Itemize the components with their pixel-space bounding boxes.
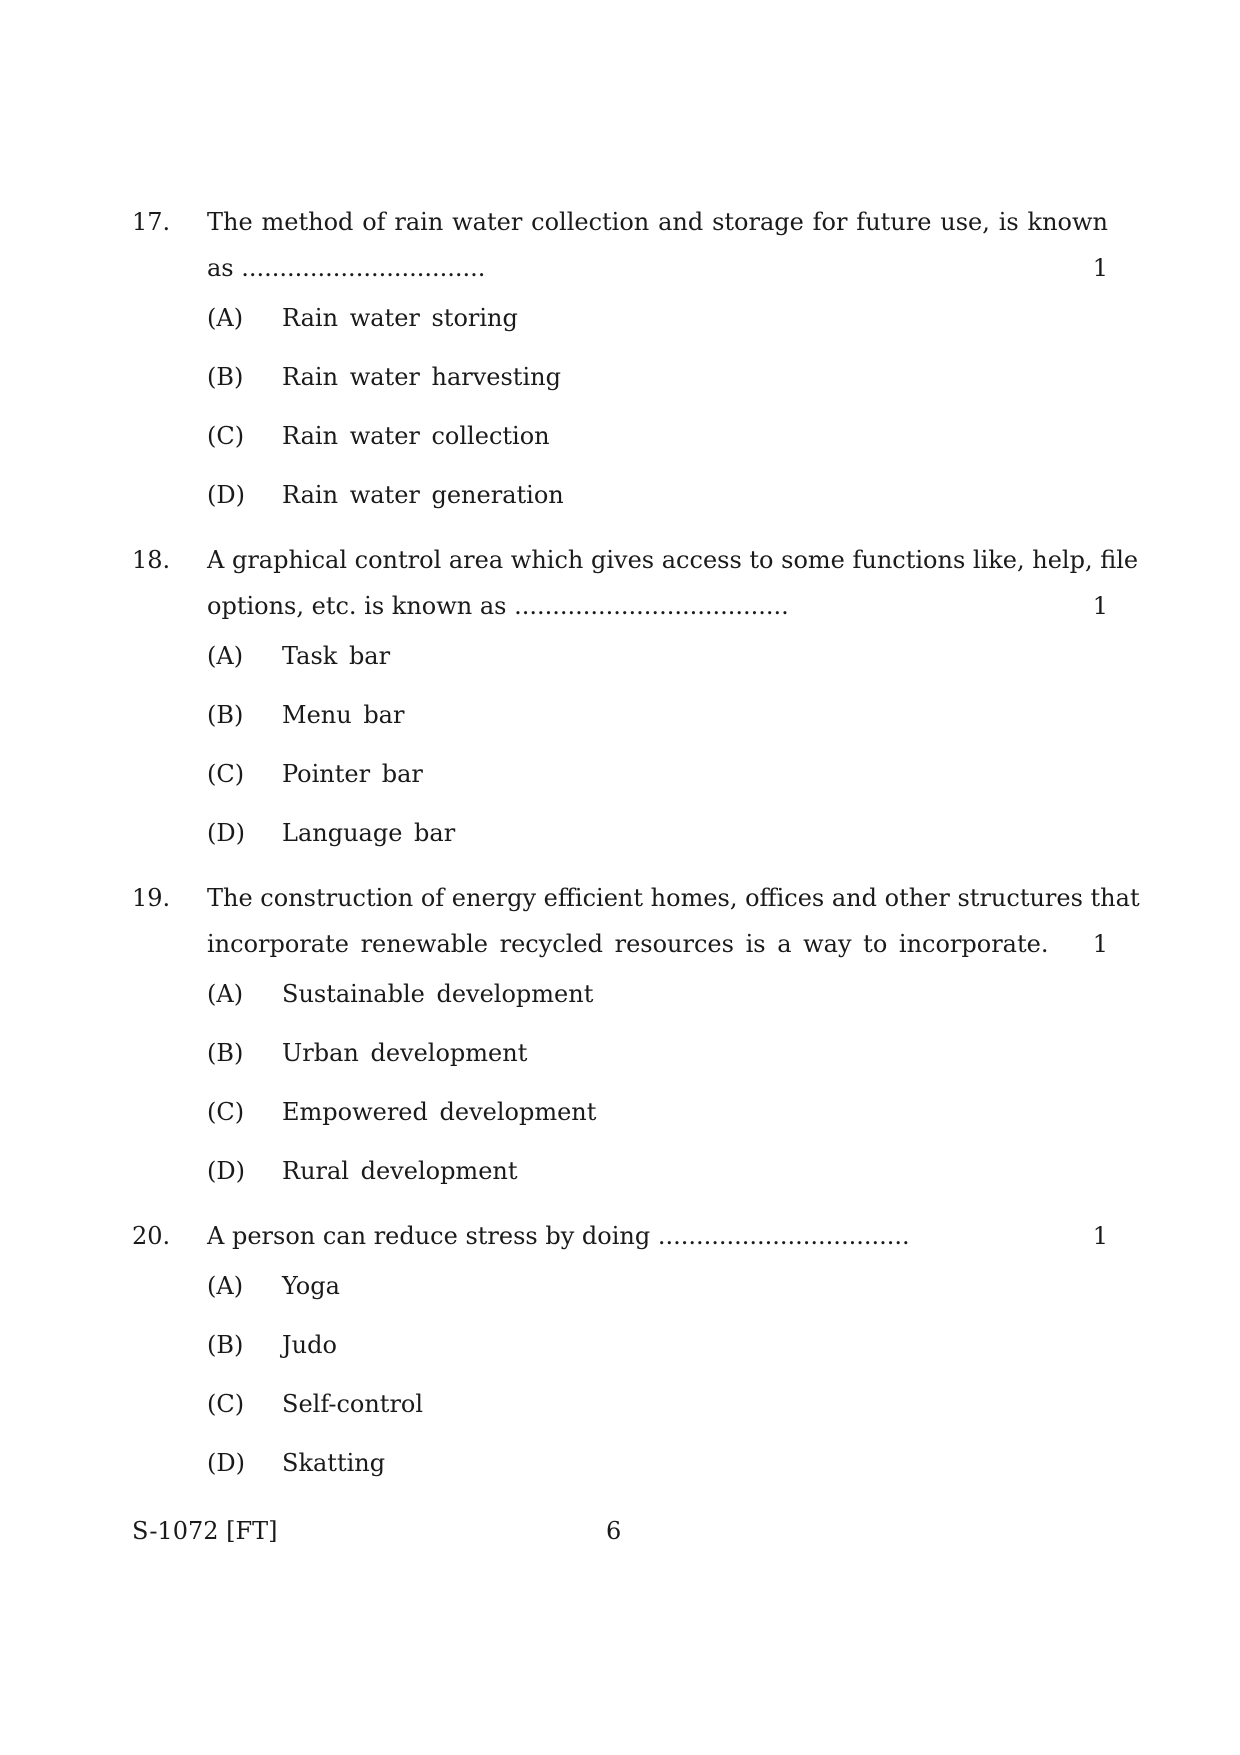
option-text: Language bar	[282, 819, 456, 847]
option-text: Sustainable development	[282, 980, 594, 1008]
option-text: Judo	[282, 1331, 337, 1359]
option-item	[132, 361, 1108, 420]
option-letter: (C)	[207, 1098, 245, 1126]
question-text: A person can reduce stress by doing .................................	[207, 1222, 910, 1250]
option-item	[132, 1329, 1108, 1388]
option-item	[132, 817, 1108, 876]
question-line	[132, 537, 1139, 583]
option-item	[132, 699, 1108, 758]
question-text: The construction of energy efficient homes, offices and other structures that	[207, 884, 1140, 912]
option-letter: (C)	[207, 760, 245, 788]
option-letter: (A)	[207, 980, 244, 1008]
option-text: Pointer bar	[282, 760, 423, 788]
option-list	[132, 978, 1108, 1214]
question-20	[132, 1213, 1108, 1506]
question-text: The method of rain water collection and storage for future use, is known	[207, 208, 1108, 236]
option-letter: (C)	[207, 1390, 245, 1418]
question-line	[132, 921, 1108, 967]
option-item	[132, 420, 1108, 479]
option-text: Rain water harvesting	[282, 363, 561, 391]
option-text: Rain water generation	[282, 481, 564, 509]
question-line	[132, 1213, 1108, 1259]
option-letter: (A)	[207, 642, 244, 670]
option-letter: (D)	[207, 1449, 245, 1477]
question-line	[132, 875, 1140, 921]
option-letter: (B)	[207, 363, 244, 391]
option-letter: (D)	[207, 481, 245, 509]
option-text: Yoga	[282, 1272, 340, 1300]
question-19	[132, 875, 1140, 1214]
option-list	[132, 640, 1108, 876]
question-marks: 1	[1092, 1222, 1108, 1250]
option-item	[132, 1096, 1108, 1155]
question-number: 18.	[132, 546, 171, 574]
paper-code: S-1072 [FT]	[132, 1517, 278, 1545]
option-text: Skatting	[282, 1449, 386, 1477]
option-item	[132, 302, 1108, 361]
option-item	[132, 1155, 1108, 1214]
option-letter: (D)	[207, 819, 245, 847]
option-text: Empowered development	[282, 1098, 597, 1126]
question-text: options, etc. is known as ....................................	[207, 592, 789, 620]
page-number: 6	[606, 1517, 622, 1545]
option-item	[132, 1270, 1108, 1329]
question-line	[132, 583, 1108, 629]
question-marks: 1	[1092, 592, 1108, 620]
question-text: as ................................	[207, 254, 486, 282]
question-number: 19.	[132, 884, 171, 912]
option-list	[132, 1270, 1108, 1506]
question-18	[132, 537, 1139, 876]
option-item	[132, 1447, 1108, 1506]
option-text: Rain water storing	[282, 304, 518, 332]
option-text: Rural development	[282, 1157, 518, 1185]
option-text: Rain water collection	[282, 422, 550, 450]
option-text: Self-control	[282, 1390, 424, 1418]
question-17	[132, 199, 1108, 538]
option-text: Task bar	[282, 642, 391, 670]
question-line	[132, 245, 1108, 291]
option-letter: (C)	[207, 422, 245, 450]
option-letter: (D)	[207, 1157, 245, 1185]
question-text: A graphical control area which gives access to some functions like, help, file	[207, 546, 1139, 574]
option-item	[132, 479, 1108, 538]
question-marks: 1	[1092, 254, 1108, 282]
option-letter: (A)	[207, 304, 244, 332]
option-letter: (B)	[207, 1039, 244, 1067]
page-footer	[132, 1515, 1108, 1547]
option-item	[132, 978, 1108, 1037]
option-letter: (A)	[207, 1272, 244, 1300]
option-item	[132, 758, 1108, 817]
option-item	[132, 640, 1108, 699]
question-marks: 1	[1092, 930, 1108, 958]
question-number: 20.	[132, 1222, 171, 1250]
question-text: incorporate renewable recycled resources is a way to incorporate.	[207, 930, 1049, 958]
question-number: 17.	[132, 208, 171, 236]
option-letter: (B)	[207, 701, 244, 729]
option-item	[132, 1388, 1108, 1447]
option-list	[132, 302, 1108, 538]
question-line	[132, 199, 1108, 245]
option-item	[132, 1037, 1108, 1096]
option-text: Menu bar	[282, 701, 405, 729]
option-text: Urban development	[282, 1039, 528, 1067]
option-letter: (B)	[207, 1331, 244, 1359]
